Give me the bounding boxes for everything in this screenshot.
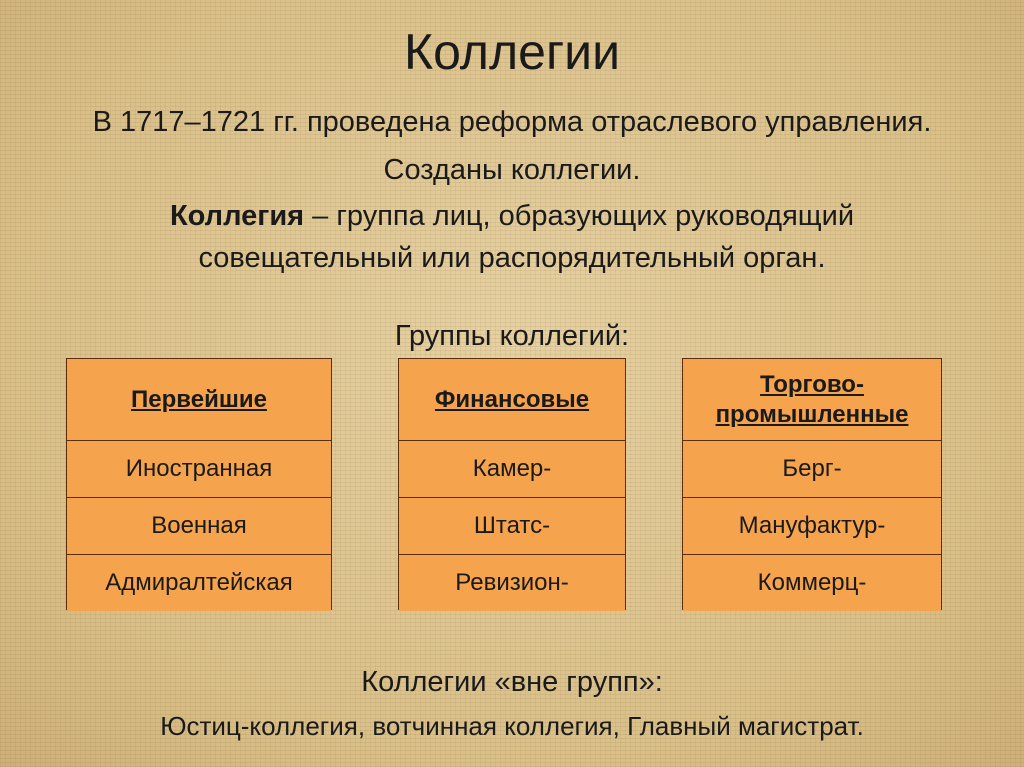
group-item: Берг-	[683, 441, 941, 498]
definition-line-1	[0, 198, 1024, 234]
definition-line-2: совещательный или распорядительный орган.	[198, 242, 826, 274]
outside-groups-heading: Коллегии «вне групп»:	[361, 666, 663, 698]
group-header-first: Первейшие	[67, 359, 331, 441]
group-financial	[398, 358, 626, 610]
group-item: Иностранная	[67, 441, 331, 498]
group-trade-industrial	[682, 358, 942, 610]
group-item: Коммерц-	[683, 555, 941, 611]
created-statement: Созданы коллегии.	[383, 154, 641, 186]
definition-term: Коллегия	[169, 200, 305, 232]
reform-statement: В 1717–1721 гг. проведена реформа отраслевого управления.	[92, 106, 932, 138]
group-first	[66, 358, 332, 610]
group-item: Мануфактур-	[683, 498, 941, 555]
slide-title: Коллегии	[403, 24, 621, 80]
group-item: Ревизион-	[399, 555, 625, 611]
definition-text: – группа лиц, образующих руководящий	[304, 200, 855, 232]
group-item: Адмиралтейская	[67, 555, 331, 611]
group-header-trade-industrial	[683, 359, 941, 441]
group-header-line: Торгово-	[760, 370, 864, 398]
groups-heading: Группы коллегий:	[394, 320, 630, 352]
group-header-line: промышленные	[715, 400, 909, 428]
group-header-financial: Финансовые	[399, 359, 625, 441]
group-item: Военная	[67, 498, 331, 555]
outside-groups-list: Юстиц-коллегия, вотчинная коллегия, Главный магистрат.	[160, 711, 864, 741]
group-item: Штатс-	[399, 498, 625, 555]
group-item: Камер-	[399, 441, 625, 498]
